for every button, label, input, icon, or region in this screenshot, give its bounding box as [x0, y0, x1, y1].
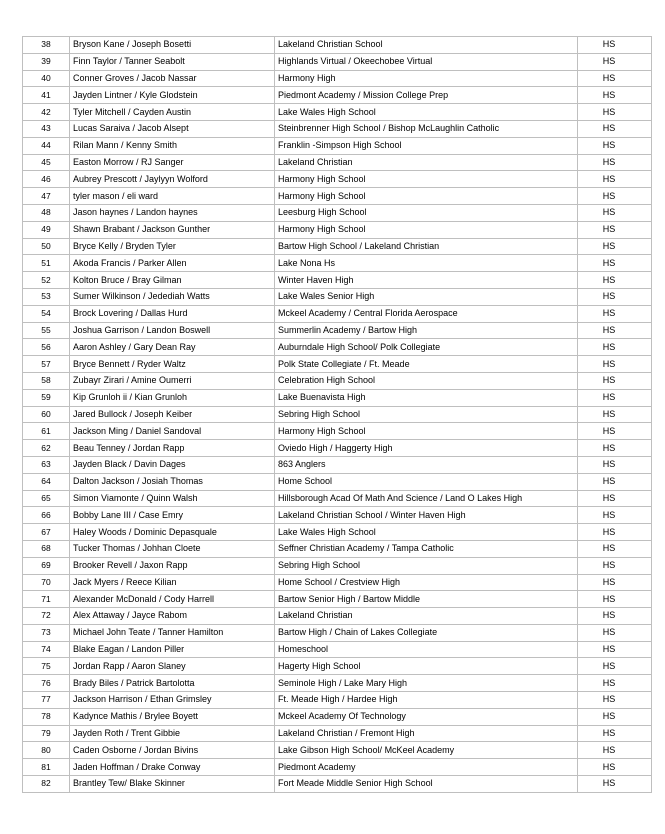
table-row [23, 238, 652, 255]
team-names: Bryce Bennett / Ryder Waltz [70, 356, 275, 373]
team-names: Dalton Jackson / Josiah Thomas [70, 473, 275, 490]
team-names: Jaden Hoffman / Drake Conway [70, 759, 275, 776]
school-names: Seffner Christian Academy / Tampa Catholic [275, 540, 578, 557]
team-names: Zubayr Zirari / Amine Oumerri [70, 372, 275, 389]
table-row [23, 221, 652, 238]
school-names: Lake Wales High School [275, 524, 578, 541]
table-row [23, 356, 652, 373]
table-row [23, 137, 652, 154]
team-names: Aubrey Prescott / Jaylyyn Wolford [70, 171, 275, 188]
table-row [23, 675, 652, 692]
school-names: Highlands Virtual / Okeechobee Virtual [275, 53, 578, 70]
table-row [23, 456, 652, 473]
table-row [23, 305, 652, 322]
team-names: Bryce Kelly / Bryden Tyler [70, 238, 275, 255]
team-names: Bobby Lane III / Case Emry [70, 507, 275, 524]
level: HS [578, 507, 652, 524]
entry-number: 52 [23, 272, 70, 289]
school-names: Bartow High / Chain of Lakes Collegiate [275, 624, 578, 641]
school-names: Harmony High School [275, 171, 578, 188]
team-names: Sumer Wilkinson / Jedediah Watts [70, 288, 275, 305]
table-row [23, 658, 652, 675]
roster-table [22, 36, 652, 793]
level: HS [578, 154, 652, 171]
level: HS [578, 423, 652, 440]
entry-number: 61 [23, 423, 70, 440]
table-row [23, 272, 652, 289]
level: HS [578, 540, 652, 557]
table-row [23, 440, 652, 457]
level: HS [578, 356, 652, 373]
team-names: Tyler Mitchell / Cayden Austin [70, 104, 275, 121]
level: HS [578, 742, 652, 759]
entry-number: 55 [23, 322, 70, 339]
team-names: Shawn Brabant / Jackson Gunther [70, 221, 275, 238]
level: HS [578, 104, 652, 121]
entry-number: 65 [23, 490, 70, 507]
level: HS [578, 120, 652, 137]
school-names: Mckeel Academy Of Technology [275, 708, 578, 725]
entry-number: 40 [23, 70, 70, 87]
entry-number: 50 [23, 238, 70, 255]
entry-number: 44 [23, 137, 70, 154]
team-names: Bryson Kane / Joseph Bosetti [70, 37, 275, 54]
school-names: Lake Nona Hs [275, 255, 578, 272]
entry-number: 38 [23, 37, 70, 54]
level: HS [578, 389, 652, 406]
school-names: Home School [275, 473, 578, 490]
team-names: tyler mason / eli ward [70, 188, 275, 205]
level: HS [578, 608, 652, 625]
table-row [23, 120, 652, 137]
school-names: Mckeel Academy / Central Florida Aerospace [275, 305, 578, 322]
entry-number: 47 [23, 188, 70, 205]
table-row [23, 204, 652, 221]
team-names: Jared Bullock / Joseph Keiber [70, 406, 275, 423]
entry-number: 72 [23, 608, 70, 625]
entry-number: 58 [23, 372, 70, 389]
team-names: Lucas Saraiva / Jacob Alsept [70, 120, 275, 137]
table-row [23, 473, 652, 490]
entry-number: 57 [23, 356, 70, 373]
team-names: Brady Biles / Patrick Bartolotta [70, 675, 275, 692]
school-names: Lake Wales Senior High [275, 288, 578, 305]
school-names: Lakeland Christian [275, 154, 578, 171]
table-row [23, 171, 652, 188]
team-names: Beau Tenney / Jordan Rapp [70, 440, 275, 457]
entry-number: 63 [23, 456, 70, 473]
level: HS [578, 473, 652, 490]
entry-number: 79 [23, 725, 70, 742]
school-names: Home School / Crestview High [275, 574, 578, 591]
table-row [23, 288, 652, 305]
table-row [23, 154, 652, 171]
table-row [23, 624, 652, 641]
school-names: Sebring High School [275, 557, 578, 574]
team-names: Finn Taylor / Tanner Seabolt [70, 53, 275, 70]
level: HS [578, 406, 652, 423]
team-names: Jackson Ming / Daniel Sandoval [70, 423, 275, 440]
entry-number: 80 [23, 742, 70, 759]
team-names: Kip Grunloh ii / Kian Grunloh [70, 389, 275, 406]
level: HS [578, 137, 652, 154]
table-row [23, 708, 652, 725]
level: HS [578, 305, 652, 322]
school-names: Hillsborough Acad Of Math And Science / Land O Lakes High [275, 490, 578, 507]
school-names: Lakeland Christian School / Winter Haven High [275, 507, 578, 524]
school-names: Bartow Senior High / Bartow Middle [275, 591, 578, 608]
entry-number: 60 [23, 406, 70, 423]
level: HS [578, 272, 652, 289]
table-row [23, 104, 652, 121]
school-names: Polk State Collegiate / Ft. Meade [275, 356, 578, 373]
table-row [23, 591, 652, 608]
entry-number: 82 [23, 776, 70, 793]
school-names: Ft. Meade High / Hardee High [275, 692, 578, 709]
school-names: Lake Gibson High School/ McKeel Academy [275, 742, 578, 759]
level: HS [578, 87, 652, 104]
entry-number: 59 [23, 389, 70, 406]
school-names: Harmony High School [275, 221, 578, 238]
table-row [23, 742, 652, 759]
level: HS [578, 708, 652, 725]
table-row [23, 557, 652, 574]
table-row [23, 255, 652, 272]
table-row [23, 87, 652, 104]
team-names: Jayden Roth / Trent Gibbie [70, 725, 275, 742]
school-names: Lakeland Christian School [275, 37, 578, 54]
team-names: Alex Attaway / Jayce Rabom [70, 608, 275, 625]
level: HS [578, 725, 652, 742]
entry-number: 56 [23, 339, 70, 356]
table-row [23, 524, 652, 541]
team-names: Jack Myers / Reece Kilian [70, 574, 275, 591]
team-names: Simon Viamonte / Quinn Walsh [70, 490, 275, 507]
table-row [23, 372, 652, 389]
team-names: Jayden Black / Davin Dages [70, 456, 275, 473]
school-names: Leesburg High School [275, 204, 578, 221]
entry-number: 69 [23, 557, 70, 574]
school-names: Bartow High School / Lakeland Christian [275, 238, 578, 255]
table-row [23, 574, 652, 591]
level: HS [578, 372, 652, 389]
entry-number: 66 [23, 507, 70, 524]
team-names: Joshua Garrison / Landon Boswell [70, 322, 275, 339]
level: HS [578, 641, 652, 658]
school-names: Piedmont Academy / Mission College Prep [275, 87, 578, 104]
level: HS [578, 440, 652, 457]
entry-number: 51 [23, 255, 70, 272]
team-names: Alexander McDonald / Cody Harrell [70, 591, 275, 608]
entry-number: 54 [23, 305, 70, 322]
team-names: Jackson Harrison / Ethan Grimsley [70, 692, 275, 709]
team-names: Michael John Teate / Tanner Hamilton [70, 624, 275, 641]
table-row [23, 725, 652, 742]
team-names: Brantley Tew/ Blake Skinner [70, 776, 275, 793]
school-names: Lake Buenavista High [275, 389, 578, 406]
level: HS [578, 692, 652, 709]
school-names: Harmony High [275, 70, 578, 87]
entry-number: 39 [23, 53, 70, 70]
school-names: Piedmont Academy [275, 759, 578, 776]
entry-number: 78 [23, 708, 70, 725]
school-names: Harmony High School [275, 188, 578, 205]
school-names: Harmony High School [275, 423, 578, 440]
team-names: Aaron Ashley / Gary Dean Ray [70, 339, 275, 356]
entry-number: 74 [23, 641, 70, 658]
team-names: Blake Eagan / Landon Piller [70, 641, 275, 658]
team-names: Brock Lovering / Dallas Hurd [70, 305, 275, 322]
entry-number: 76 [23, 675, 70, 692]
team-names: Caden Osborne / Jordan Bivins [70, 742, 275, 759]
school-names: Franklin -Simpson High School [275, 137, 578, 154]
table-row [23, 776, 652, 793]
level: HS [578, 776, 652, 793]
level: HS [578, 288, 652, 305]
school-names: Homeschool [275, 641, 578, 658]
school-names: Summerlin Academy / Bartow High [275, 322, 578, 339]
level: HS [578, 70, 652, 87]
team-names: Easton Morrow / RJ Sanger [70, 154, 275, 171]
table-row [23, 322, 652, 339]
entry-number: 46 [23, 171, 70, 188]
entry-number: 71 [23, 591, 70, 608]
team-names: Brooker Revell / Jaxon Rapp [70, 557, 275, 574]
table-row [23, 389, 652, 406]
table-row [23, 490, 652, 507]
level: HS [578, 658, 652, 675]
school-names: Oviedo High / Haggerty High [275, 440, 578, 457]
entry-number: 68 [23, 540, 70, 557]
team-names: Jason haynes / Landon haynes [70, 204, 275, 221]
level: HS [578, 221, 652, 238]
level: HS [578, 591, 652, 608]
entry-number: 81 [23, 759, 70, 776]
table-row [23, 641, 652, 658]
roster-table-body [23, 37, 652, 793]
school-names: Lakeland Christian [275, 608, 578, 625]
school-names: Seminole High / Lake Mary High [275, 675, 578, 692]
entry-number: 41 [23, 87, 70, 104]
school-names: Lake Wales High School [275, 104, 578, 121]
school-names: Lakeland Christian / Fremont High [275, 725, 578, 742]
entry-number: 67 [23, 524, 70, 541]
entry-number: 77 [23, 692, 70, 709]
table-row [23, 339, 652, 356]
level: HS [578, 675, 652, 692]
entry-number: 49 [23, 221, 70, 238]
entry-number: 45 [23, 154, 70, 171]
school-names: Fort Meade Middle Senior High School [275, 776, 578, 793]
level: HS [578, 524, 652, 541]
level: HS [578, 238, 652, 255]
team-names: Akoda Francis / Parker Allen [70, 255, 275, 272]
level: HS [578, 204, 652, 221]
level: HS [578, 557, 652, 574]
team-names: Tucker Thomas / Johhan Cloete [70, 540, 275, 557]
level: HS [578, 188, 652, 205]
level: HS [578, 490, 652, 507]
table-row [23, 540, 652, 557]
school-names: Winter Haven High [275, 272, 578, 289]
school-names: Celebration High School [275, 372, 578, 389]
team-names: Kolton Bruce / Bray Gilman [70, 272, 275, 289]
level: HS [578, 339, 652, 356]
entry-number: 48 [23, 204, 70, 221]
table-row [23, 759, 652, 776]
entry-number: 62 [23, 440, 70, 457]
team-names: Rilan Mann / Kenny Smith [70, 137, 275, 154]
level: HS [578, 456, 652, 473]
table-row [23, 692, 652, 709]
table-row [23, 406, 652, 423]
table-row [23, 53, 652, 70]
entry-number: 75 [23, 658, 70, 675]
team-names: Haley Woods / Dominic Depasquale [70, 524, 275, 541]
school-names: Hagerty High School [275, 658, 578, 675]
entry-number: 43 [23, 120, 70, 137]
school-names: 863 Anglers [275, 456, 578, 473]
entry-number: 53 [23, 288, 70, 305]
table-row [23, 37, 652, 54]
level: HS [578, 624, 652, 641]
school-names: Auburndale High School/ Polk Collegiate [275, 339, 578, 356]
entry-number: 70 [23, 574, 70, 591]
team-names: Conner Groves / Jacob Nassar [70, 70, 275, 87]
entry-number: 73 [23, 624, 70, 641]
table-row [23, 608, 652, 625]
level: HS [578, 574, 652, 591]
table-row [23, 423, 652, 440]
level: HS [578, 37, 652, 54]
table-row [23, 70, 652, 87]
table-row [23, 188, 652, 205]
school-names: Steinbrenner High School / Bishop McLaughlin Catholic [275, 120, 578, 137]
entry-number: 42 [23, 104, 70, 121]
team-names: Jordan Rapp / Aaron Slaney [70, 658, 275, 675]
team-names: Jayden Lintner / Kyle Glodstein [70, 87, 275, 104]
level: HS [578, 255, 652, 272]
level: HS [578, 759, 652, 776]
level: HS [578, 53, 652, 70]
entry-number: 64 [23, 473, 70, 490]
school-names: Sebring High School [275, 406, 578, 423]
table-row [23, 507, 652, 524]
team-names: Kadynce Mathis / Brylee Boyett [70, 708, 275, 725]
level: HS [578, 171, 652, 188]
level: HS [578, 322, 652, 339]
